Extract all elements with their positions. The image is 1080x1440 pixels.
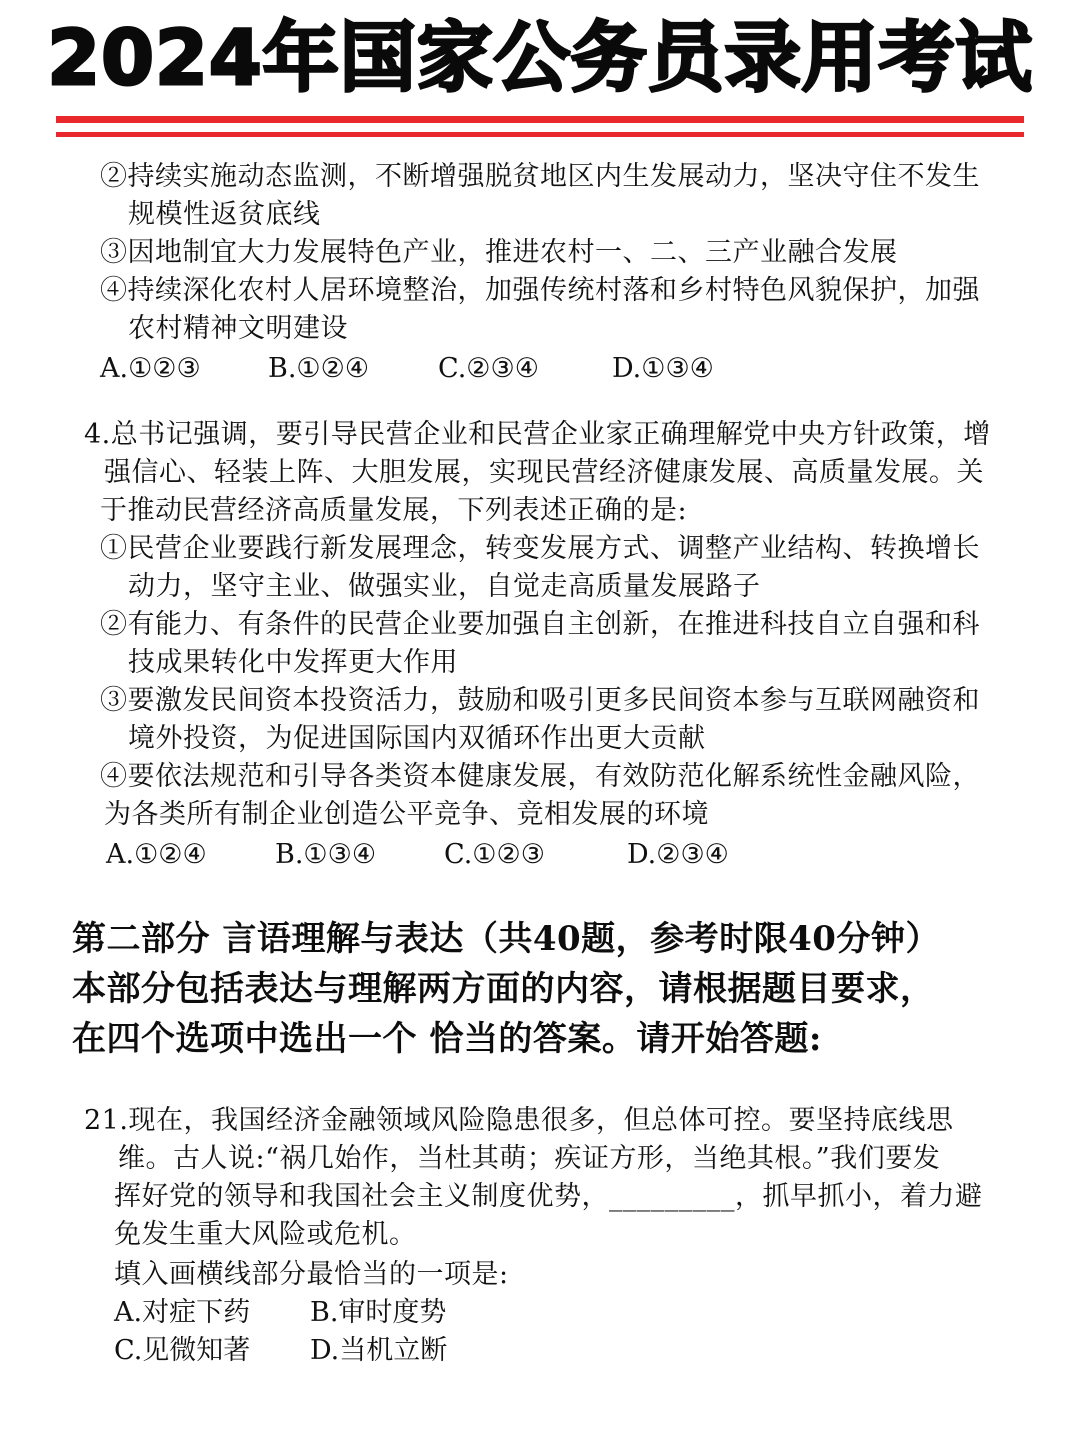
q4-statement-3: ③要激发民间资本投资活力，鼓励和吸引更多民间资本参与互联网融资和 [100, 685, 980, 716]
q3-options [0, 350, 1080, 388]
q3-option-c: C.②③④ [438, 353, 539, 384]
q21-stem-cont-3: 免发生重大风险或危机。 [114, 1219, 417, 1250]
q21-options-row-1 [0, 1294, 1080, 1332]
q4-option-b: B.①③④ [275, 839, 377, 870]
q21-option-a: A.对症下药 [114, 1297, 251, 1328]
section-heading: 第二部分 言语理解与表达（共40题，参考时限40分钟） [72, 919, 940, 959]
q4-stem: 4.总书记强调，要引导民营企业和民营企业家正确理解党中央方针政策，增 [84, 419, 991, 450]
q4-option-d: D.②③④ [627, 839, 729, 870]
page-title: 2024年国家公务员录用考试 [47, 13, 1033, 102]
q3-option-b: B.①②④ [268, 353, 370, 384]
q4-stem-cont-1: 强信心、轻装上阵、大胆发展，实现民营经济健康发展、高质量发展。关 [104, 457, 984, 488]
title-underline-bottom [56, 132, 1024, 137]
section-instructions-1: 本部分包括表达与理解两方面的内容，请根据题目要求， [72, 969, 935, 1009]
q4-stem-cont-2: 于推动民营经济高质量发展，下列表述正确的是: [100, 495, 688, 526]
title-underline-top [56, 116, 1024, 123]
q4-options [0, 836, 1080, 874]
q21-option-b: B.审时度势 [310, 1297, 447, 1328]
q21-option-c: C.见微知著 [114, 1335, 251, 1366]
q21-options-row-2 [0, 1332, 1080, 1370]
q3-statement-4: ④持续深化农村人居环境整治，加强传统村落和乡村特色风貌保护，加强 [100, 275, 980, 306]
q3-option-d: D.①③④ [612, 353, 714, 384]
q4-statement-2-cont: 技成果转化中发挥更大作用 [128, 647, 458, 678]
q3-statement-4-cont: 农村精神文明建设 [128, 313, 348, 344]
q21-prompt: 填入画横线部分最恰当的一项是: [114, 1259, 509, 1290]
q21-stem: 21.现在，我国经济金融领域风险隐患很多，但总体可控。要坚持底线思 [84, 1105, 954, 1136]
q21-option-d: D.当机立断 [310, 1335, 448, 1366]
q4-statement-4: ④要依法规范和引导各类资本健康发展，有效防范化解系统性金融风险， [100, 761, 980, 792]
q3-option-a: A.①②③ [100, 353, 201, 384]
q4-option-c: C.①②③ [444, 839, 545, 870]
q4-statement-1: ①民营企业要践行新发展理念，转变发展方式、调整产业结构、转换增长 [100, 533, 980, 564]
q4-statement-2: ②有能力、有条件的民营企业要加强自主创新，在推进科技自立自强和科 [100, 609, 980, 640]
q4-option-a: A.①②④ [106, 839, 207, 870]
q3-statement-2: ②持续实施动态监测，不断增强脱贫地区内生发展动力，坚决守住不发生 [100, 161, 980, 192]
q3-statement-3: ③因地制宜大力发展特色产业，推进农村一、二、三产业融合发展 [100, 237, 898, 268]
q21-stem-cont-2: 挥好党的领导和我国社会主义制度优势，_________，抓早抓小，着力避 [114, 1181, 983, 1212]
q3-statement-2-cont: 规模性返贫底线 [128, 199, 321, 230]
q4-statement-3-cont: 境外投资，为促进国际国内双循环作出更大贡献 [128, 723, 706, 754]
section-instructions-2: 在四个选项中选出一个 恰当的答案。请开始答题: [72, 1019, 822, 1059]
q21-stem-cont-1: 维。古人说:“祸几始作，当杜其萌；疾证方形，当绝其根。”我们要发 [118, 1143, 941, 1174]
q4-statement-1-cont: 动力，坚守主业、做强实业，自觉走高质量发展路子 [128, 571, 761, 602]
q4-statement-4-cont: 为各类所有制企业创造公平竞争、竞相发展的环境 [104, 799, 709, 830]
